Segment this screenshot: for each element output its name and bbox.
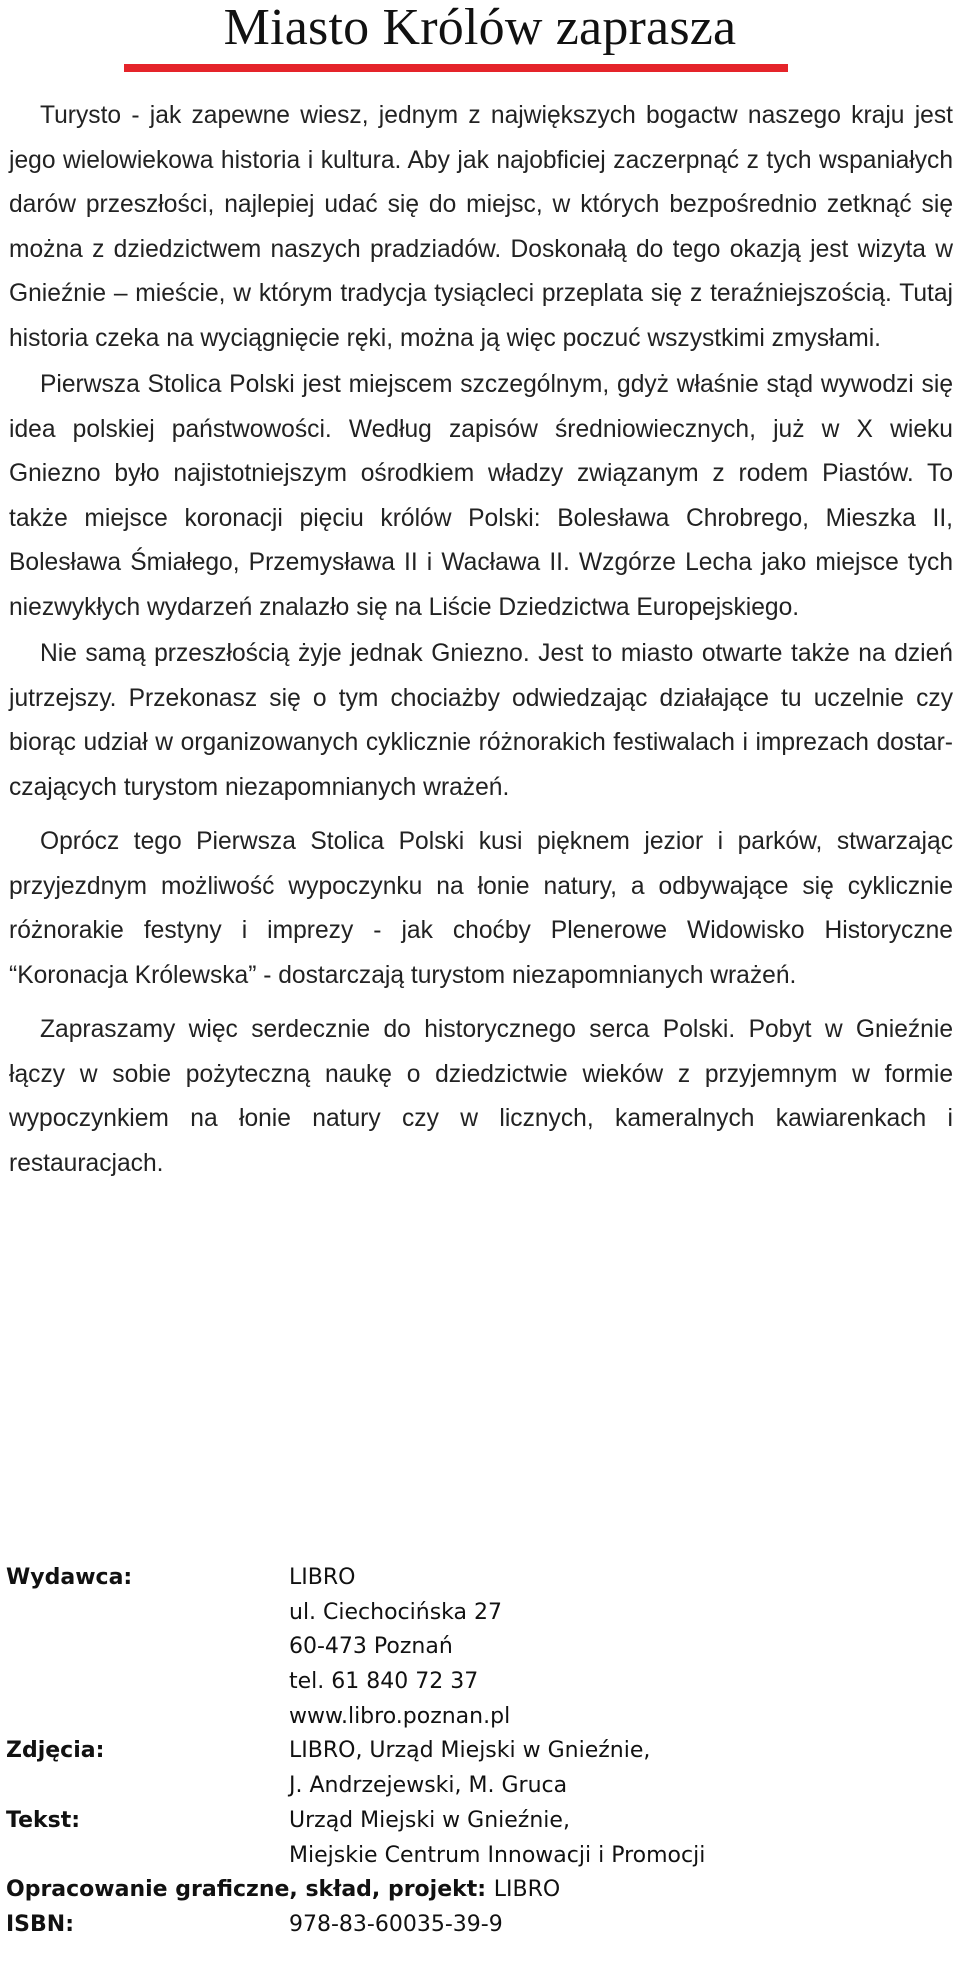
paragraph: Turysto - jak zapewne wiesz, jednym z największych bogactw naszego kraju jest jego wielowiekowa historia i kultura. Aby jak najobficiej zaczerpnąć z tych wspaniałych darów przeszłości, najlepiej udać się do miejsc, w których bezpośrednio zetknąć się można z dziedzictwem naszych pradziadów. Doskonałą do tego okazją jest wizyta w Gnieźnie – mieście, w którym tradycja tysiącleci przeplata się z teraźniejszością. Tutaj historia czeka na wyciągnięcie ręki, można ją więc poczuć wszystkimi zmysłami. (9, 102, 953, 352)
imprint-row-design (6, 1873, 956, 1908)
text-credit: Miejskie Centrum Innowacji i Promocji (289, 1842, 706, 1868)
imprint-row (6, 1665, 956, 1700)
publisher-label: Wydawca: (6, 1565, 133, 1590)
title-underline-rule (124, 64, 788, 72)
page-title: Miasto Królów zaprasza (223, 0, 737, 56)
imprint-row-publisher (6, 1561, 956, 1596)
publisher-city: 60-473 Poznań (289, 1634, 453, 1660)
paragraph: Zapraszamy więc serdecznie do historycznego serca Polski. Pobyt w Gnieźnie łączy w sobie pożyteczną naukę o dziedzictwie wieków z przyjemnym w formie wypoczynkiem na łonie natury czy w licznych, kameralnych kawiarenkach i restauracjach. (9, 1016, 953, 1177)
imprint-row-text (6, 1804, 956, 1839)
photos-credit: J. Andrzejewski, M. Gruca (289, 1773, 568, 1799)
publisher-phone: tel. 61 840 72 37 (289, 1669, 479, 1695)
imprint-block (6, 1561, 956, 1943)
article-body (9, 94, 953, 1186)
publisher-name: LIBRO (289, 1565, 356, 1590)
paragraph: Nie samą przeszłością żyje jednak Gniezno. Jest to miasto otwarte także na dzień jutrzejszy. Przekonasz się o tym chociażby odwiedzając działające tu uczelnie czy biorąc udział w organizowanych cyklicznie różnorakich festiwalach i imprezach dostar- czających turystom niezapomnianych wrażeń. (9, 640, 953, 801)
imprint-row (6, 1839, 956, 1874)
isbn-value: 978-83-60035-39-9 (289, 1911, 503, 1937)
design-label: Opracowanie graficzne, skład, projekt: (6, 1877, 487, 1903)
publisher-street: ul. Ciechocińska 27 (289, 1599, 502, 1625)
publisher-website: www.libro.poznan.pl (289, 1703, 511, 1729)
text-credit: Urząd Miejski w Gnieźnie, (289, 1807, 570, 1833)
imprint-row-photos (6, 1734, 956, 1769)
imprint-row (6, 1630, 956, 1665)
imprint-row-isbn (6, 1908, 956, 1943)
design-credit (6, 1873, 560, 1908)
text-label: Tekst: (6, 1807, 81, 1833)
imprint-row (6, 1700, 956, 1735)
paragraph: Pierwsza Stolica Polski jest miejscem szczególnym, gdyż właśnie stąd wywodzi się idea polskiej państwowości. Według zapisów średniowiecznych, już w X wieku Gniezno było najistotniejszym ośrodkiem władzy związanym z rodem Piastów. To także miejsce koronacji pięciu królów Polski: Bolesława Chrobrego, Mieszka II, Bolesława Śmiałego, Przemysława II i Wacława II. Wzgórze Lecha jako miejsce tych niezwykłych wydarzeń znalazło się na Liście Dziedzictwa Europejskiego. (9, 371, 953, 621)
isbn-label: ISBN: (6, 1911, 75, 1937)
photos-credit: LIBRO, Urząd Miejski w Gnieźnie, (289, 1738, 651, 1764)
photos-label: Zdjęcia: (6, 1738, 105, 1764)
paragraph: Oprócz tego Pierwsza Stolica Polski kusi pięknem jezior i parków, stwarzając przyjezdnym możliwość wypoczynku na łonie natury, a odbywające się cyklicznie różnorakie festyny i imprezy - jak choćby Plenerowe Widowisko Historyczne “Koronacja Królewska” - dostarczają turystom niezapomnianych wrażeń. (9, 828, 953, 989)
design-value: LIBRO (493, 1877, 561, 1903)
imprint-row (6, 1596, 956, 1631)
imprint-row (6, 1769, 956, 1804)
